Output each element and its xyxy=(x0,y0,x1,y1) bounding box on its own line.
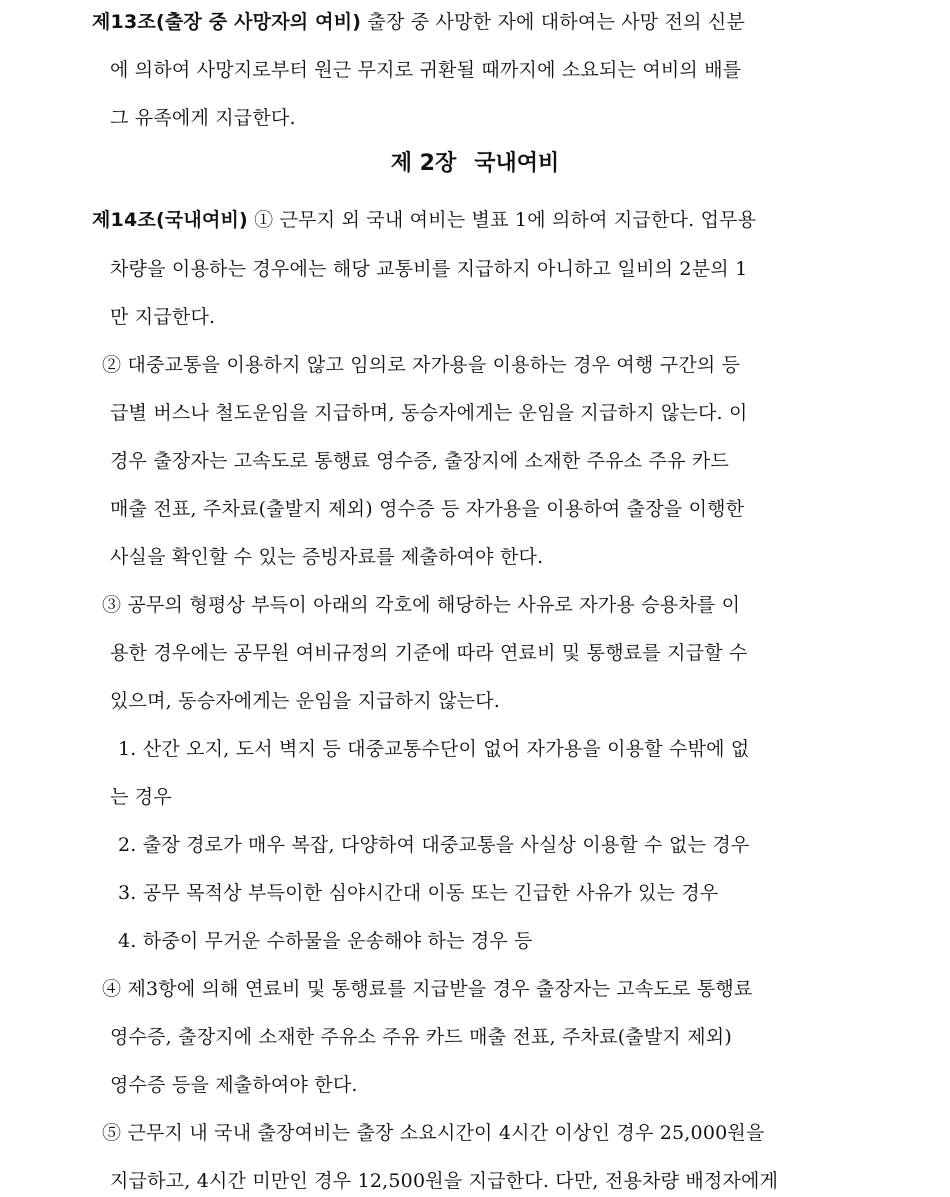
article13-line3: 그 유족에게 지급한다. xyxy=(110,107,296,129)
article14-p4-line2: 영수증, 출장지에 소재한 주유소 주유 카드 매출 전표, 주차료(출발지 제외) xyxy=(110,1026,732,1048)
article14-p5-line1: ⑤ 근무지 내 국내 출장여비는 출장 소요시간이 4시간 이상인 경우 25,000원을 xyxy=(102,1122,765,1144)
article14-p5-line2: 지급하고, 4시간 미만인 경우 12,500원을 지급한다. 다만, 전용차량 배정자에게 xyxy=(110,1170,779,1192)
article14-p2-line4: 매출 전표, 주차료(출발지 제외) 영수증 등 자가용을 이용하여 출장을 이행한 xyxy=(110,498,745,520)
article14-p1-line2: 차량을 이용하는 경우에는 해당 교통비를 지급하지 아니하고 일비의 2분의 1 xyxy=(110,258,748,280)
article14-p2-line5: 사실을 확인할 수 있는 증빙자료를 제출하여야 한다. xyxy=(110,546,544,568)
article14-p3-line3: 있으며, 동승자에게는 운임을 지급하지 않는다. xyxy=(110,690,500,712)
article14-p1-text: ① 근무지 외 국내 여비는 별표 1에 의하여 지급한다. 업무용 xyxy=(247,209,757,231)
article14-line1 xyxy=(92,208,756,232)
article14-p3-item4: 4. 하중이 무거운 수하물을 운송해야 하는 경우 등 xyxy=(118,930,533,952)
article14-title: 제14조(국내여비) xyxy=(92,209,248,231)
article13-line2: 에 의하여 사망지로부터 원근 무지로 귀환될 때까지에 소요되는 여비의 배를 xyxy=(110,59,742,81)
article13-line1 xyxy=(92,10,745,34)
article14-p3-item3: 3. 공무 목적상 부득이한 심야시간대 이동 또는 긴급한 사유가 있는 경우 xyxy=(118,882,719,904)
article14-p1-line3: 만 지급한다. xyxy=(110,306,216,328)
article13-text: 출장 중 사망한 자에 대하여는 사망 전의 신분 xyxy=(361,11,746,33)
article14-p3-item2: 2. 출장 경로가 매우 복잡, 다양하여 대중교통을 사실상 이용할 수 없는 경우 xyxy=(118,834,750,856)
article14-p2-line2: 급별 버스나 철도운임을 지급하며, 동승자에게는 운임을 지급하지 않는다. 이 xyxy=(110,402,748,424)
article14-p2-line1: ② 대중교통을 이용하지 않고 임의로 자가용을 이용하는 경우 여행 구간의 등 xyxy=(102,354,741,376)
article14-p3-line2: 용한 경우에는 공무원 여비규정의 기준에 따라 연료비 및 통행료를 지급할 수 xyxy=(110,642,748,664)
article13-title: 제13조(출장 중 사망자의 여비) xyxy=(92,11,362,33)
chapter-number: 제 2장 xyxy=(390,151,457,176)
article14-p3-line1: ③ 공무의 형평상 부득이 아래의 각호에 해당하는 사유로 자가용 승용차를 이 xyxy=(102,594,741,616)
article14-p4-line1: ④ 제3항에 의해 연료비 및 통행료를 지급받을 경우 출장자는 고속도로 통행료 xyxy=(102,978,753,1000)
article14-p2-line3: 경우 출장자는 고속도로 통행료 영수증, 출장지에 소재한 주유소 주유 카드 xyxy=(110,450,730,472)
chapter-title: 국내여비 xyxy=(474,151,560,176)
article14-p3-item1-line2: 는 경우 xyxy=(110,786,172,808)
chapter-heading xyxy=(0,150,950,178)
article14-p3-item1-line1: 1. 산간 오지, 도서 벽지 등 대중교통수단이 없어 자가용을 이용할 수밖에 없 xyxy=(118,738,750,760)
article14-p4-line3: 영수증 등을 제출하여야 한다. xyxy=(110,1074,358,1096)
